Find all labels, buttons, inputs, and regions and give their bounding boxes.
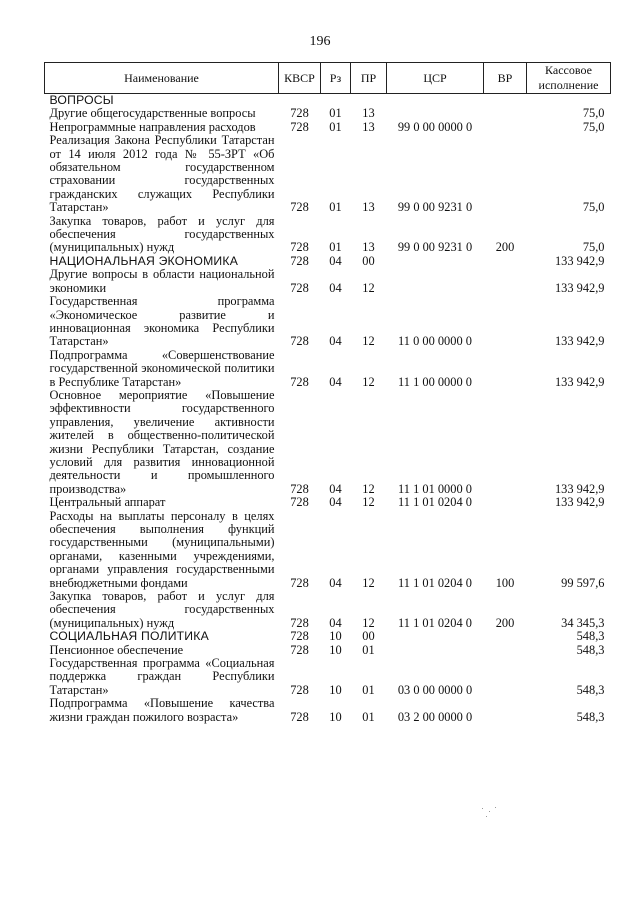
row-rz: 10: [329, 642, 342, 657]
row-csr: [387, 107, 484, 120]
row-rz: 01: [329, 200, 342, 215]
row-pr: 01: [362, 642, 375, 657]
row-csr: 11 1 01 0204 0: [398, 495, 472, 510]
row-pr: [351, 94, 387, 108]
row-name: Основное мероприятие «Повышение эффективности государственного управления, увеличение активности жителей в общественно-политической жизни Республики Татарстан, создание условий для развития инновационной деятельности и промышленного производства»: [49, 387, 275, 496]
table-row: [45, 630, 611, 643]
row-kvsr: [279, 94, 321, 108]
header-sum: Кассовое исполнение: [527, 63, 611, 94]
row-sum: 75,0: [582, 106, 605, 121]
row-sum: 133 942,9: [554, 253, 605, 268]
header-vr: ВР: [484, 63, 527, 94]
table-row: [45, 268, 611, 295]
table-row: [45, 121, 611, 134]
row-rz: 04: [329, 481, 342, 496]
row-pr: 00: [362, 629, 375, 644]
row-vr: [484, 644, 527, 657]
row-kvsr: 728: [290, 374, 309, 389]
row-pr: 01: [362, 709, 375, 724]
row-kvsr: 728: [290, 495, 309, 510]
row-kvsr: 728: [290, 481, 309, 496]
row-sum: 548,3: [576, 642, 605, 657]
table-row: [45, 94, 611, 108]
table-header: [45, 63, 611, 94]
row-name: СОЦИАЛЬНАЯ ПОЛИТИКА: [49, 629, 209, 644]
row-sum: 133 942,9: [554, 280, 605, 295]
row-name: Непрограммные направления расходов: [49, 119, 256, 134]
row-name: Закупка товаров, работ и услуг для обеспечения государственных (муниципальных) нужд: [49, 589, 275, 630]
row-name: Центральный аппарат: [49, 495, 166, 510]
row-pr: 13: [362, 240, 375, 255]
row-vr: [484, 121, 527, 134]
row-name: Закупка товаров, работ и услуг для обеспечения государственных (муниципальных) нужд: [49, 213, 275, 255]
row-vr: [484, 268, 527, 295]
row-sum: 133 942,9: [554, 481, 605, 496]
table-row: [45, 215, 611, 255]
row-pr: 12: [362, 575, 375, 590]
row-vr: 100: [495, 575, 515, 590]
row-vr: 200: [495, 240, 515, 255]
row-rz: 01: [329, 240, 342, 255]
row-csr: 11 0 00 0000 0: [398, 334, 472, 349]
row-csr: [387, 94, 484, 108]
row-sum: 548,3: [576, 682, 605, 697]
row-vr: [484, 496, 527, 509]
row-csr: 11 1 00 0000 0: [398, 374, 472, 389]
table-row: [45, 697, 611, 724]
row-csr: 99 0 00 9231 0: [397, 200, 473, 215]
row-vr: [484, 107, 527, 120]
table-row: [45, 255, 611, 268]
budget-table: [44, 62, 611, 724]
row-vr: [484, 697, 527, 724]
row-csr: [387, 644, 484, 657]
row-kvsr: 728: [290, 280, 309, 295]
row-kvsr: 728: [290, 575, 309, 590]
row-name: Реализация Закона Республики Татарстан от 14 июля 2012 года № 55-ЗРТ «Об обязательном государственном страховании государственных гражданских служащих Республики Татарстан»: [49, 133, 275, 215]
row-sum: 133 942,9: [554, 495, 605, 510]
row-kvsr: 728: [290, 200, 309, 215]
row-csr: 03 0 00 0000 0: [397, 682, 473, 697]
row-sum: 133 942,9: [554, 374, 605, 389]
row-kvsr: 728: [290, 119, 309, 134]
table-row: [45, 295, 611, 349]
header-kvsr: КВСР: [279, 63, 321, 94]
table-row: [45, 496, 611, 509]
row-name: Расходы на выплаты персоналу в целях обеспечения выполнения функций государственными (муниципальными) органами, казенными учреждениями, органами управления государственными внебюджетными фондами: [49, 508, 275, 590]
row-vr: [484, 295, 527, 349]
row-vr: [484, 389, 527, 496]
row-pr: 01: [362, 682, 375, 697]
header-name: Наименование: [45, 63, 279, 94]
row-name: Пенсионное обеспечение: [49, 642, 184, 657]
row-rz: 04: [329, 495, 342, 510]
header-csr: ЦСР: [387, 63, 484, 94]
row-sum: 75,0: [582, 240, 605, 255]
row-pr: 12: [362, 374, 375, 389]
row-kvsr: 728: [290, 682, 309, 697]
row-vr: [484, 657, 527, 697]
row-kvsr: 728: [290, 709, 309, 724]
row-sum: 75,0: [582, 200, 605, 215]
row-rz: 10: [329, 629, 342, 644]
row-pr: 12: [362, 280, 375, 295]
row-rz: 04: [329, 280, 342, 295]
page-number: 196: [309, 34, 331, 49]
table-row: [45, 510, 611, 590]
row-pr: 12: [362, 615, 375, 630]
row-rz: 01: [329, 119, 342, 134]
row-csr: 99 0 00 9231 0: [397, 240, 473, 255]
row-name: НАЦИОНАЛЬНАЯ ЭКОНОМИКА: [49, 253, 239, 268]
row-name: ВОПРОСЫ: [49, 93, 114, 107]
row-sum: 548,3: [576, 709, 605, 724]
row-name: Другие общегосударственные вопросы: [49, 106, 256, 121]
row-pr: 13: [362, 200, 375, 215]
row-kvsr: 728: [290, 240, 309, 255]
row-sum: [527, 94, 611, 108]
row-rz: 10: [329, 682, 342, 697]
row-pr: 12: [362, 334, 375, 349]
row-pr: 00: [362, 253, 375, 268]
row-csr: 11 1 01 0204 0: [398, 615, 472, 630]
table-row: [45, 134, 611, 214]
row-kvsr: 728: [290, 106, 309, 121]
row-sum: 99 597,6: [561, 575, 605, 590]
row-vr: 200: [495, 615, 515, 630]
table-row: [45, 389, 611, 496]
table-row: [45, 644, 611, 657]
row-csr: 11 1 01 0000 0: [398, 481, 472, 496]
row-name: Другие вопросы в области национальной экономики: [49, 267, 275, 295]
row-name: Государственная программа «Социальная поддержка граждан Республики Татарстан»: [49, 656, 275, 697]
table-row: [45, 657, 611, 697]
row-csr: [387, 630, 484, 643]
row-sum: 75,0: [582, 119, 605, 134]
table-row: [45, 349, 611, 389]
scan-speckle: [480, 806, 500, 820]
row-csr: 03 2 00 0000 0: [397, 709, 473, 724]
row-sum: 548,3: [576, 629, 605, 644]
row-rz: 04: [329, 575, 342, 590]
row-rz: 04: [329, 253, 342, 268]
row-pr: 12: [362, 495, 375, 510]
table-row: [45, 590, 611, 630]
row-kvsr: 728: [290, 334, 309, 349]
row-vr: [484, 94, 527, 108]
row-rz: 04: [329, 615, 342, 630]
row-name: Подпрограмма «Совершенствование государственной экономической политики в Республике Татарстан»: [49, 347, 275, 389]
row-kvsr: 728: [290, 629, 309, 644]
header-pr: ПР: [351, 63, 387, 94]
row-pr: 13: [362, 106, 375, 121]
row-csr: 99 0 00 0000 0: [397, 119, 473, 134]
row-rz: 04: [329, 374, 342, 389]
row-vr: [484, 134, 527, 214]
row-kvsr: 728: [290, 253, 309, 268]
row-kvsr: 728: [290, 642, 309, 657]
row-csr: 11 1 01 0204 0: [398, 575, 472, 590]
row-pr: 12: [362, 481, 375, 496]
row-csr: [387, 268, 484, 295]
row-vr: [484, 630, 527, 643]
row-name: Государственная программа «Экономическое развитие и инновационная экономика Республики Татарстан»: [49, 294, 275, 349]
row-rz: 04: [329, 334, 342, 349]
row-rz: [321, 94, 351, 108]
table-row: [45, 107, 611, 120]
row-sum: 133 942,9: [554, 334, 605, 349]
row-rz: 10: [329, 709, 342, 724]
row-name: Подпрограмма «Повышение качества жизни граждан пожилого возраста»: [49, 696, 275, 724]
row-vr: [484, 349, 527, 389]
table-body: [45, 94, 611, 725]
row-rz: 01: [329, 106, 342, 121]
row-vr: [484, 255, 527, 268]
row-csr: [387, 255, 484, 268]
row-kvsr: 728: [290, 615, 309, 630]
row-pr: 13: [362, 119, 375, 134]
row-sum: 34 345,3: [561, 615, 605, 630]
header-rz: Рз: [321, 63, 351, 94]
